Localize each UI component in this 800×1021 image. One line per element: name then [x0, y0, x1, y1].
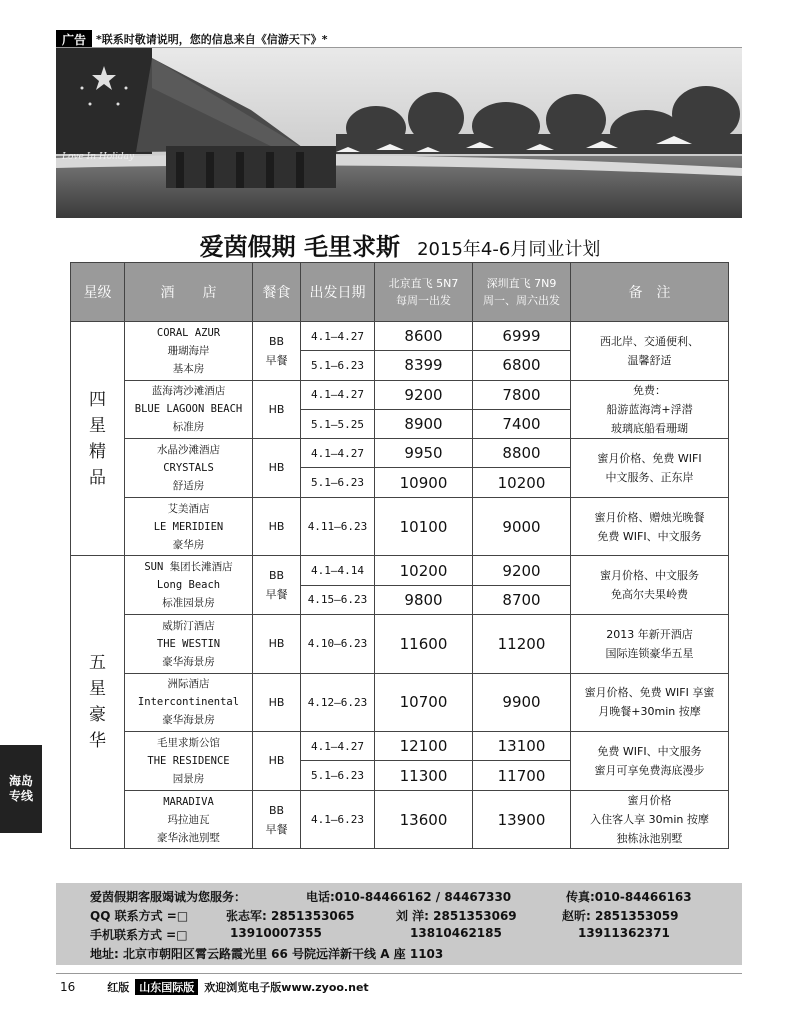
header-date: 出发日期	[301, 263, 375, 322]
note-cell	[571, 673, 729, 732]
date-cell: 4.11—6.23	[301, 497, 375, 556]
header-note: 备 注	[571, 263, 729, 322]
edition-label: 红版	[107, 981, 130, 994]
side-tab-line2: 专线	[8, 789, 33, 803]
hotel-name-line: 玛拉迪瓦	[167, 813, 210, 826]
headline-brand: 爱茵假期 毛里求斯	[199, 233, 401, 261]
note-line: 蜜月价格、免费 WIFI 享蜜	[584, 686, 715, 700]
meal-cell	[253, 614, 301, 673]
top-bar	[56, 30, 328, 48]
note-line: 月晚餐+30min 按摩	[598, 705, 701, 719]
note-line: 玻璃底船看珊瑚	[611, 421, 688, 435]
date-cell: 4.10—6.23	[301, 614, 375, 673]
hotel-name-line: 毛里求斯公馆	[157, 736, 220, 749]
hotel-name-line: 标准房	[172, 421, 205, 434]
date-cell: 5.1—6.23	[301, 351, 375, 380]
mobile-label: 手机联系方式 =□	[90, 928, 188, 942]
beijing-price: 10700	[375, 673, 473, 732]
meal-cell	[253, 322, 301, 381]
header-shenzhen-schedule: 周一、周六出发	[483, 294, 560, 307]
bottom-rule	[56, 973, 742, 974]
phone-numbers: 电话:010-84466162 / 84467330	[306, 890, 512, 904]
table-row	[71, 614, 729, 673]
hotel-cell	[125, 380, 253, 439]
table-row	[71, 556, 729, 585]
note-cell	[571, 439, 729, 498]
note-line: 蜜月价格、赠烛光晚餐	[594, 510, 705, 524]
date-cell: 4.1—4.27	[301, 380, 375, 409]
shenzhen-price: 7800	[473, 380, 571, 409]
grade-four-star	[71, 322, 125, 556]
note-line: 国际连锁豪华五星	[605, 646, 694, 660]
table-row	[71, 673, 729, 732]
header-shenzhen	[473, 263, 571, 322]
resort-illustration	[56, 48, 742, 218]
grade-char: 精	[89, 441, 106, 462]
section-tag: 山东国际版	[135, 979, 198, 995]
header-beijing	[375, 263, 473, 322]
grade-char: 五	[89, 653, 106, 674]
date-cell: 5.1—5.25	[301, 409, 375, 438]
date-cell: 4.1—4.27	[301, 732, 375, 761]
meal-cell	[253, 790, 301, 849]
meal-line: BB	[268, 334, 285, 348]
beijing-price: 8399	[375, 351, 473, 380]
hotel-name-line: 舒适房	[172, 479, 205, 492]
hotel-name-line: LE MERIDIEN	[153, 520, 224, 533]
beijing-price: 9200	[375, 380, 473, 409]
side-tab-line1: 海岛	[8, 774, 33, 788]
qq-contact-2: 刘 洋: 2851353069	[396, 909, 517, 923]
date-cell: 4.1—4.27	[301, 322, 375, 351]
table-row	[71, 380, 729, 409]
note-line: 中文服务、正东岸	[605, 470, 694, 484]
meal-line: HB	[268, 461, 285, 475]
address: 地址: 北京市朝阳区霄云路霞光里 66 号院远洋新干线 A 座 1103	[90, 947, 444, 961]
date-cell: 5.1—6.23	[301, 761, 375, 790]
date-cell: 4.12—6.23	[301, 673, 375, 732]
grade-char: 四	[89, 389, 106, 410]
grade-char: 华	[89, 731, 106, 752]
shenzhen-price: 9900	[473, 673, 571, 732]
qq-contact-3: 赵昕: 2851353059	[562, 909, 679, 923]
hotel-name-line: 豪华海景房	[162, 655, 215, 668]
beijing-price: 8900	[375, 409, 473, 438]
grade-char: 品	[89, 467, 106, 488]
hotel-cell	[125, 673, 253, 732]
meal-line: HB	[268, 754, 285, 768]
hotel-name-line: 基本房	[172, 362, 205, 375]
hotel-name-line: CORAL AZUR	[156, 326, 221, 339]
meal-cell	[253, 497, 301, 556]
note-line: 蜜月价格	[627, 794, 672, 808]
beijing-price: 10900	[375, 468, 473, 497]
note-cell	[571, 614, 729, 673]
table-body	[71, 322, 729, 849]
note-cell	[571, 322, 729, 381]
meal-line: BB	[268, 803, 285, 817]
header-beijing-schedule: 每周一出发	[396, 294, 451, 307]
meal-cell	[253, 673, 301, 732]
note-line: 免费 WIFI、中文服务	[597, 744, 702, 758]
footer	[60, 979, 369, 995]
hotel-name-line: BLUE LAGOON BEACH	[134, 403, 243, 416]
beijing-price: 11600	[375, 614, 473, 673]
meal-cell	[253, 380, 301, 439]
table-header-row	[71, 263, 729, 322]
meal-line: HB	[268, 402, 285, 416]
meal-cell	[253, 732, 301, 791]
source-notice: *联系时敬请说明，您的信息来自《信游天下》*	[96, 33, 328, 46]
header-hotel: 酒 店	[125, 263, 253, 322]
mobile-2: 13810462185	[410, 926, 502, 940]
meal-line: 早餐	[265, 822, 288, 836]
beijing-price: 10200	[375, 556, 473, 585]
table-row	[71, 732, 729, 761]
hotel-cell	[125, 732, 253, 791]
table-row	[71, 439, 729, 468]
meal-line: HB	[268, 695, 285, 709]
hotel-name-line: 艾美酒店	[167, 502, 210, 515]
headline-subtitle: 2015年4-6月同业计划	[417, 239, 601, 260]
date-cell: 4.15—6.23	[301, 585, 375, 614]
hotel-name-line: THE RESIDENCE	[147, 754, 230, 767]
shenzhen-price: 10200	[473, 468, 571, 497]
promo-text: 欢迎浏览电子版www.zyoo.net	[204, 981, 369, 994]
hotel-name-line: 豪华泳池别墅	[157, 831, 220, 844]
date-cell: 4.1—4.14	[301, 556, 375, 585]
hotel-cell	[125, 322, 253, 381]
section-side-tab	[0, 745, 42, 833]
note-line: 蜜月可享免费海底漫步	[594, 763, 705, 777]
note-line: 2013 年新开酒店	[606, 627, 693, 641]
hotel-name-line: THE WESTIN	[156, 637, 221, 650]
note-line: 免费 WIFI、中文服务	[597, 529, 702, 543]
meal-line: HB	[268, 637, 285, 651]
shenzhen-price: 8800	[473, 439, 571, 468]
headline	[0, 227, 800, 262]
qq-label: QQ 联系方式 =□	[90, 909, 189, 923]
grade-char: 星	[89, 415, 106, 436]
resort-banner-photo	[56, 48, 742, 218]
shenzhen-price: 13100	[473, 732, 571, 761]
hotel-name-line: 洲际酒店	[167, 678, 210, 691]
hotel-name-line: CRYSTALS	[163, 461, 214, 474]
shenzhen-price: 6800	[473, 351, 571, 380]
hotel-cell	[125, 614, 253, 673]
beijing-price: 11300	[375, 761, 473, 790]
note-cell	[571, 497, 729, 556]
note-line: 船游蓝海湾+浮潜	[606, 402, 693, 416]
service-text: 爱茵假期客服竭诚为您服务：	[90, 890, 247, 904]
grade-char: 豪	[89, 705, 106, 726]
table-row	[71, 790, 729, 849]
header-grade: 星级	[71, 263, 125, 322]
beijing-price: 10100	[375, 497, 473, 556]
price-table	[70, 262, 728, 849]
shenzhen-price: 13900	[473, 790, 571, 849]
fax-number: 传真:010-84466163	[566, 890, 692, 904]
shenzhen-price: 11200	[473, 614, 571, 673]
beijing-price: 8600	[375, 322, 473, 351]
meal-line: 早餐	[265, 588, 288, 602]
hotel-cell	[125, 556, 253, 615]
hotel-cell	[125, 790, 253, 849]
note-line: 蜜月价格、中文服务	[600, 569, 699, 583]
header-beijing-route: 北京直飞 5N7	[388, 277, 459, 290]
qq-contact-1: 张志军: 2851353065	[226, 909, 355, 923]
header-shenzhen-route: 深圳直飞 7N9	[486, 277, 557, 290]
contact-box	[56, 883, 742, 965]
grade-five-star	[71, 556, 125, 849]
header-meal: 餐食	[253, 263, 301, 322]
table-row	[71, 497, 729, 556]
hotel-name-line: 威斯汀酒店	[162, 619, 215, 632]
meal-cell	[253, 439, 301, 498]
note-line: 免高尔夫果岭费	[611, 588, 688, 602]
hotel-name-line: 豪华海景房	[162, 714, 215, 727]
note-line: 免费：	[633, 383, 666, 397]
note-cell	[571, 380, 729, 439]
date-cell: 5.1—6.23	[301, 468, 375, 497]
shenzhen-price: 9000	[473, 497, 571, 556]
hotel-name-line: 珊瑚海岸	[167, 344, 210, 357]
hotel-name-line: Intercontinental	[137, 696, 240, 709]
note-line: 独栋泳池别墅	[616, 832, 683, 846]
hotel-name-line: 蓝海湾沙滩酒店	[151, 385, 226, 398]
page-number: 16	[60, 980, 76, 994]
shenzhen-price: 11700	[473, 761, 571, 790]
hotel-name-line: 豪华房	[172, 538, 205, 551]
brand-logo-text: Love In Holiday	[62, 152, 135, 162]
ad-label: 广告	[56, 30, 92, 49]
beijing-price: 9950	[375, 439, 473, 468]
mobile-1: 13910007355	[230, 926, 322, 940]
hotel-name-line: 水晶沙滩酒店	[157, 443, 220, 456]
note-cell	[571, 556, 729, 615]
hotel-name-line: SUN 集团长滩酒店	[144, 561, 233, 574]
note-line: 入住客人享 30min 按摩	[590, 813, 709, 827]
hotel-name-line: Long Beach	[156, 579, 221, 592]
table-row	[71, 322, 729, 351]
shenzhen-price: 7400	[473, 409, 571, 438]
hotel-cell	[125, 439, 253, 498]
shenzhen-price: 6999	[473, 322, 571, 351]
beijing-price: 12100	[375, 732, 473, 761]
note-cell	[571, 790, 729, 849]
date-cell: 4.1—6.23	[301, 790, 375, 849]
meal-line: 早餐	[265, 353, 288, 367]
shenzhen-price: 8700	[473, 585, 571, 614]
note-line: 西北岸、交通便利、	[600, 334, 699, 348]
meal-line: HB	[268, 520, 285, 534]
mobile-3: 13911362371	[578, 926, 670, 940]
meal-cell	[253, 556, 301, 615]
beijing-price: 13600	[375, 790, 473, 849]
note-cell	[571, 732, 729, 791]
note-line: 蜜月价格、免费 WIFI	[597, 451, 702, 465]
hotel-name-line: MARADIVA	[163, 795, 214, 808]
grade-char: 星	[89, 679, 106, 700]
meal-line: BB	[268, 569, 285, 583]
hotel-cell	[125, 497, 253, 556]
beijing-price: 9800	[375, 585, 473, 614]
hotel-name-line: 标准园景房	[162, 597, 215, 610]
date-cell: 4.1—4.27	[301, 439, 375, 468]
hotel-name-line: 园景房	[172, 772, 205, 785]
shenzhen-price: 9200	[473, 556, 571, 585]
note-line: 温馨舒适	[627, 353, 672, 367]
